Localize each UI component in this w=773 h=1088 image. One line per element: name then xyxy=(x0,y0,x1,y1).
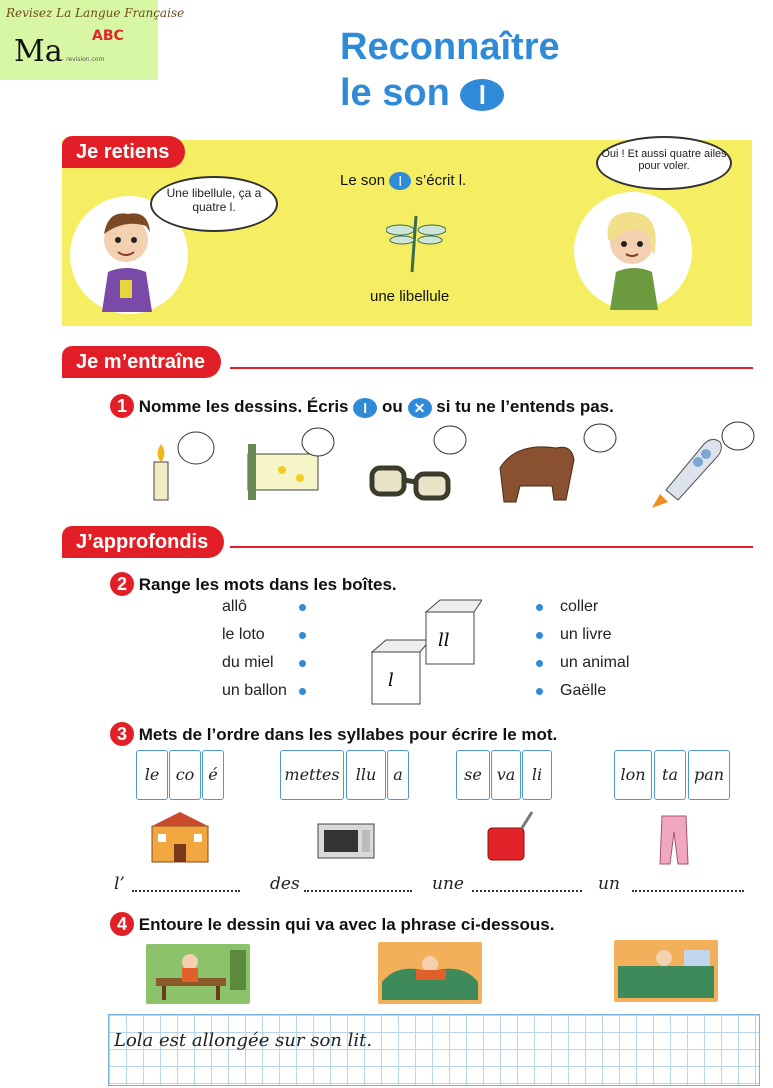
tab-je-retiens: Je retiens xyxy=(62,136,185,168)
left-dot-2[interactable] xyxy=(299,632,306,639)
trousers-icon xyxy=(654,812,694,866)
q2-number: 2 xyxy=(110,572,134,596)
rule-suffix: s’écrit l. xyxy=(415,172,467,189)
q1-text-c: si tu ne l’entends pas. xyxy=(436,397,614,416)
girl-in-bed-picture[interactable] xyxy=(614,940,718,1002)
svg-text:ll: ll xyxy=(438,630,450,651)
syllable-box: é xyxy=(202,750,224,800)
sound-l-icon-small: l xyxy=(389,172,411,190)
approfondis-rule xyxy=(230,546,753,548)
answer-3-start: une xyxy=(432,874,464,894)
q1-number: 1 xyxy=(110,394,134,418)
syllable-box: ta xyxy=(654,750,686,800)
bear-icon xyxy=(496,420,620,506)
q4-number: 4 xyxy=(110,912,134,936)
girl-speech-bubble: Oui ! Et aussi quatre ailes pour voler. xyxy=(596,136,732,190)
q4-text: Entoure le dessin qui va avec la phrase ci-dessous. xyxy=(138,915,555,934)
right-word-3: un animal xyxy=(560,654,630,671)
q4-sentence: Lola est allongée sur son lit. xyxy=(114,1030,373,1051)
question-2 xyxy=(110,572,397,596)
answer-1-start: l’ xyxy=(114,874,125,894)
suitcase-icon xyxy=(482,808,536,866)
syllable-box: co xyxy=(169,750,201,800)
crossed-sound-icon: ✕ xyxy=(408,398,432,418)
sound-l-icon: l xyxy=(460,79,504,111)
syllable-box: pan xyxy=(688,750,730,800)
right-dot-3[interactable] xyxy=(536,660,543,667)
left-dot-3[interactable] xyxy=(299,660,306,667)
tab-j-approfondis: J’approfondis xyxy=(62,526,224,558)
title-line-1: Reconnaître xyxy=(340,26,560,68)
candle-icon xyxy=(140,422,220,506)
girl-on-bench-picture[interactable] xyxy=(146,944,250,1004)
svg-text:l: l xyxy=(388,670,394,691)
right-word-4: Gaëlle xyxy=(560,682,607,699)
rule-text xyxy=(340,172,466,190)
boy-speech-bubble: Une libellule, ça a quatre l. xyxy=(150,176,278,232)
school-icon xyxy=(148,810,212,864)
glasses-icon xyxy=(364,424,468,504)
q3-text: Mets de l’ordre dans les syllabes pour écrire le mot. xyxy=(138,725,558,744)
right-dot-4[interactable] xyxy=(536,688,543,695)
q1-text-a: Nomme les dessins. Écris xyxy=(138,397,349,416)
answer-3-line[interactable] xyxy=(472,888,582,892)
girl-icon xyxy=(590,200,680,310)
title-line-2 xyxy=(340,70,560,116)
right-dot-1[interactable] xyxy=(536,604,543,611)
q1-text-b: ou xyxy=(381,397,403,416)
syllable-box: le xyxy=(136,750,168,800)
rule-prefix: Le son xyxy=(340,172,386,189)
syllable-box: se xyxy=(456,750,490,800)
answer-1-line[interactable] xyxy=(132,888,240,892)
question-4 xyxy=(110,912,554,936)
answer-4-start: un xyxy=(598,874,620,894)
right-word-1: coller xyxy=(560,598,599,615)
syllable-box: lon xyxy=(614,750,652,800)
dragonfly-icon xyxy=(386,210,446,276)
left-word-2: le loto xyxy=(222,626,265,643)
syllable-box: li xyxy=(522,750,552,800)
question-1 xyxy=(110,394,614,418)
page-title xyxy=(340,24,560,116)
left-dot-1[interactable] xyxy=(299,604,306,611)
microwave-icon xyxy=(314,818,378,862)
left-dot-4[interactable] xyxy=(299,688,306,695)
libellule-caption: une libellule xyxy=(370,288,450,305)
boy-icon xyxy=(88,200,168,312)
entraine-rule xyxy=(230,367,753,369)
right-word-2: un livre xyxy=(560,626,612,643)
site-logo xyxy=(0,0,185,80)
syllable-box: va xyxy=(491,750,521,800)
tab-je-m-entraine: Je m’entraîne xyxy=(62,346,221,378)
bed-icon xyxy=(242,424,338,504)
word-boxes-icon xyxy=(368,596,482,708)
syllable-box: a xyxy=(387,750,409,800)
title-line-2-text: le son xyxy=(340,72,450,114)
logo-tagline: Revisez La Langue Française xyxy=(6,6,185,20)
left-word-4: un ballon xyxy=(222,682,287,699)
left-word-3: du miel xyxy=(222,654,274,671)
sound-l-icon-q1: l xyxy=(353,398,377,418)
rocket-icon xyxy=(646,420,756,510)
girl-on-sofa-picture[interactable] xyxy=(378,942,482,1004)
q2-text: Range les mots dans les boîtes. xyxy=(138,575,397,594)
answer-2-line[interactable] xyxy=(304,888,412,892)
question-3 xyxy=(110,722,557,746)
left-word-1: allô xyxy=(222,598,247,615)
q3-number: 3 xyxy=(110,722,134,746)
answer-4-line[interactable] xyxy=(632,888,744,892)
right-dot-2[interactable] xyxy=(536,632,543,639)
syllable-box: llu xyxy=(346,750,386,800)
syllable-box: mettes xyxy=(280,750,344,800)
logo-abc: ABC xyxy=(92,28,124,44)
answer-2-start: des xyxy=(270,874,300,894)
logo-ma: Ma xyxy=(14,34,63,69)
logo-sub: - revision.com xyxy=(62,56,105,63)
